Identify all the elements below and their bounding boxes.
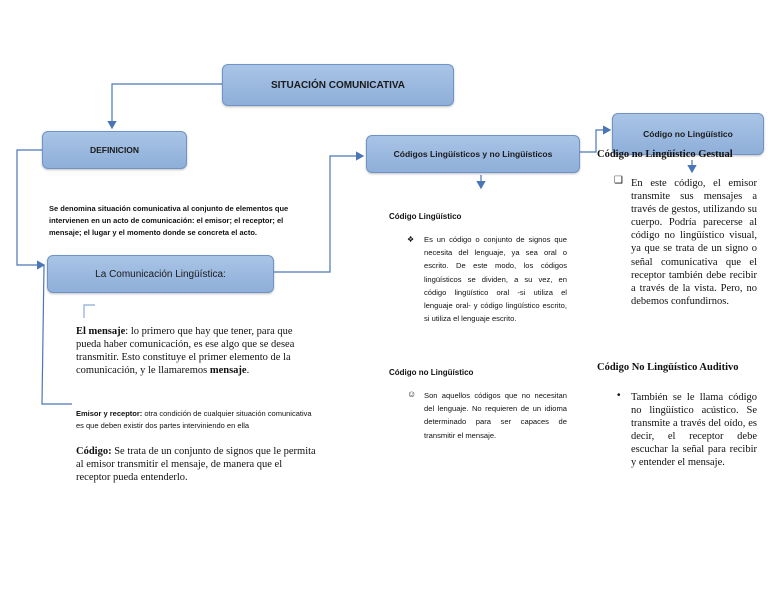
- mensaje-term2: mensaje: [209, 365, 247, 376]
- mensaje-term: El mensaje: [76, 326, 126, 337]
- codigo-no-linguistico-text: Son aquellos códigos que no necesitan del lenguaje. No requieren de un idioma determinado para ser capaces de transmitir el mensaje.: [424, 391, 567, 440]
- bracket-mensaje: [84, 305, 95, 318]
- mensaje-text: : lo primero que hay que tener, para que pueda haber comunicación, es ese algo que se desea transmitir. Esto constituye el primer elemento de la comunicación, y le llamaremos: [76, 326, 295, 376]
- codigo-paragraph: [76, 445, 316, 484]
- square-bullet-icon: ❑: [614, 175, 623, 186]
- codigo-text: Se trata de un conjunto de signos que le permita al emisor transmitir el mensaje, de manera que el receptor pueda entenderlo.: [76, 446, 316, 483]
- mensaje-paragraph: [76, 325, 314, 377]
- gestual-text: En este código, el emisor transmite sus mensajes a través de gestos, utilizando su cuerpo. Podría parecerse al código no lingüístico visual, ya que se trata de un signo o señal comunicativa que el receptor también debe recibir a través de la vista. Pero, no debemos confundirnos.: [631, 178, 757, 307]
- emisor-term: Emisor y receptor:: [76, 409, 143, 418]
- line-situacion-definicion: [112, 84, 222, 128]
- codigo-linguistico-heading: Código Lingüístico: [389, 212, 462, 221]
- gestual-heading: Código no Lingüístico Gestual: [597, 149, 733, 160]
- comunicacion-linguistica-box: La Comunicación Lingüística:: [47, 255, 274, 293]
- situacion-comunicativa-box: SITUACIÓN COMUNICATIVA: [222, 64, 454, 106]
- auditivo-heading: Código No Lingüístico Auditivo: [597, 362, 739, 373]
- emisor-text: otra condición de cualquier situación comunicativa es que deben existir dos partes interviniendo en ella: [76, 409, 312, 430]
- definicion-box: DEFINICION: [42, 131, 187, 169]
- dot-bullet-icon: •: [617, 390, 621, 401]
- emisor-paragraph: [76, 408, 316, 431]
- smiley-bullet-icon: ☺: [407, 389, 417, 399]
- codigo-no-linguistico-heading: Código no Lingüístico: [389, 368, 474, 377]
- definition-text: Se denomina situación comunicativa al conjunto de elementos que intervienen en un acto de comunicación: el emisor; el receptor; el mensaje; el lugar y el momento donde se concreta el acto.: [49, 204, 289, 237]
- auditivo-text: También se le llama código no lingüístico acústico. Se transmite a través del oído, es decir, el receptor debe escuchar la señal para recibir y entender el mensaje.: [631, 392, 757, 469]
- mensaje-end: .: [246, 365, 250, 376]
- codigo-linguistico-text: Es un código o conjunto de signos que necesita del lenguaje, ya sea oral o escrito. De este modo, los códigos lingüísticos se dividen, a su vez, en código lingüístico oral -si utiliza el lenguaje oral- y código lingüístico escrito, si utiliza el lenguaje escrito.: [424, 235, 567, 324]
- line-definicion-comunicacion: [17, 150, 44, 265]
- codigo-no-linguistico-box: Código no Lingüístico: [612, 113, 764, 155]
- codigo-term: Código:: [76, 446, 112, 457]
- diamond-bullet-icon: ❖: [407, 235, 415, 244]
- codigos-box: Códigos Lingüísticos y no Lingüísticos: [366, 135, 580, 173]
